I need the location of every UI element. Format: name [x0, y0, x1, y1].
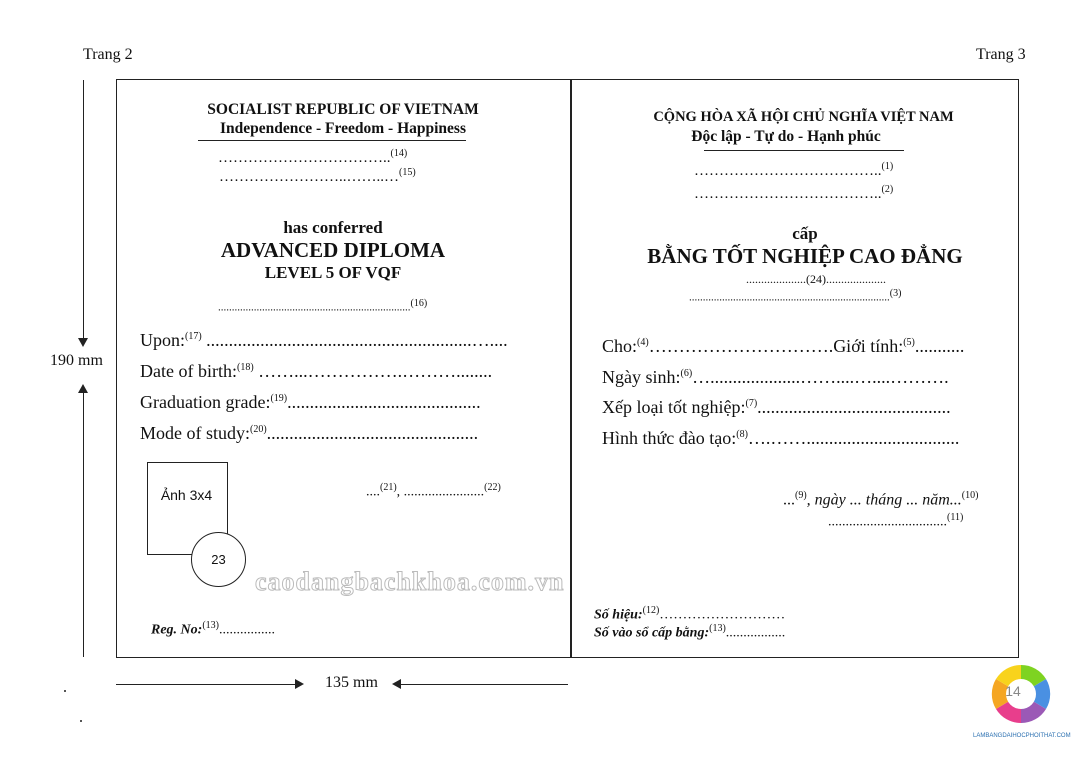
- line-1: ………………………………..$^{(1)}$: [694, 161, 894, 179]
- diploma-title-en: ADVANCED DIPLOMA: [220, 238, 446, 262]
- field-xep-loai: Xếp loại tốt nghiệp:$^{(7)}$...........................................: [602, 397, 951, 417]
- height-arrow-bottom-line: [83, 392, 84, 657]
- arrow-down-icon: [78, 338, 88, 347]
- line-24: ....................(24)....................: [746, 272, 886, 286]
- width-arrow-right-line: [400, 684, 568, 685]
- line-15: ……………………..……..…$^{(15)}$: [219, 167, 416, 185]
- logo-number: 14: [1005, 683, 1021, 699]
- line-14: ……………………………..$^{(14)}$: [218, 148, 408, 166]
- speck: [64, 690, 66, 692]
- field-mode-of-study: Mode of study:$^{(20)}$...............................................: [140, 423, 479, 443]
- so-vao-so: Số vào sổ cấp bằng:$^{(13)}$.................: [594, 623, 786, 641]
- field-cho: Cho:$^{(4)}$………………………….Giới tính:$^{(5)}$...........: [602, 336, 965, 356]
- signature-line: ..................................$^{(11)}$: [828, 512, 964, 530]
- field-date-of-birth: Date of birth:$^{(18)}$ ……...…………….………........: [140, 361, 493, 381]
- place-date-vi: ...$^{(9)}$, ngày ... tháng ... năm...$^{(10)}$: [783, 490, 979, 509]
- field-ngay-sinh: Ngày sinh:$^{(6)}$…....................……....…....……….: [602, 367, 949, 387]
- page-label-right: Trang 3: [976, 46, 1026, 63]
- width-arrow-left-line: [116, 684, 296, 685]
- photo-label: Ảnh 3x4: [160, 487, 213, 503]
- cap-text: cấp: [792, 224, 818, 243]
- width-dimension: 135 mm: [325, 674, 378, 691]
- page-label-left: Trang 2: [83, 46, 133, 63]
- motto-en: Independence - Freedom - Happiness: [219, 120, 466, 137]
- field-graduation-grade: Graduation grade:$^{(19)}$...........................................: [140, 392, 481, 412]
- stamp-number: 23: [211, 552, 226, 567]
- height-arrow-top-line: [83, 80, 84, 343]
- level-text: LEVEL 5 OF VQF: [264, 263, 402, 282]
- speck: [80, 720, 82, 722]
- field-hinh-thuc: Hình thức đào tạo:$^{(8)}$….……..................................: [602, 428, 960, 448]
- motto-vi: Độc lập - Tự do - Hạnh phúc: [691, 128, 881, 145]
- line-2: ………………………………..$^{(2)}$: [694, 184, 894, 202]
- motto-underline: [198, 140, 466, 141]
- motto-vi-underline: [704, 150, 904, 151]
- height-dimension: 190 mm: [50, 352, 103, 369]
- country-name-vi: CỘNG HÒA XÃ HỘI CHỦ NGHĨA VIỆT NAM: [653, 109, 954, 125]
- diploma-title-vi: BẰNG TỐT NGHIỆP CAO ĐẲNG: [647, 244, 963, 268]
- field-upon: Upon:$^{(17)}$ ...........................................................…....: [140, 330, 508, 350]
- line-3: .........................................................................$^{(3)}$: [689, 288, 902, 304]
- country-name-en: SOCIALIST REPUBLIC OF VIETNAM: [207, 101, 479, 118]
- line-16: ......................................................................$^{(16)}$: [218, 298, 428, 314]
- so-hieu: Số hiệu:$^{(12)}$………………………: [594, 605, 786, 623]
- place-date-en: ....$^{(21)}$, .......................$^{(22)}$: [366, 482, 501, 500]
- watermark: caodangbachkhoa.com.vn: [255, 567, 565, 596]
- reg-no: Reg. No:$^{(13)}$................: [151, 620, 275, 638]
- logo-caption: LAMBANGDAIHOCPHOITHAT.COM: [973, 733, 1071, 739]
- conferred-text: has conferred: [283, 218, 383, 237]
- arrow-right-icon: [295, 679, 304, 689]
